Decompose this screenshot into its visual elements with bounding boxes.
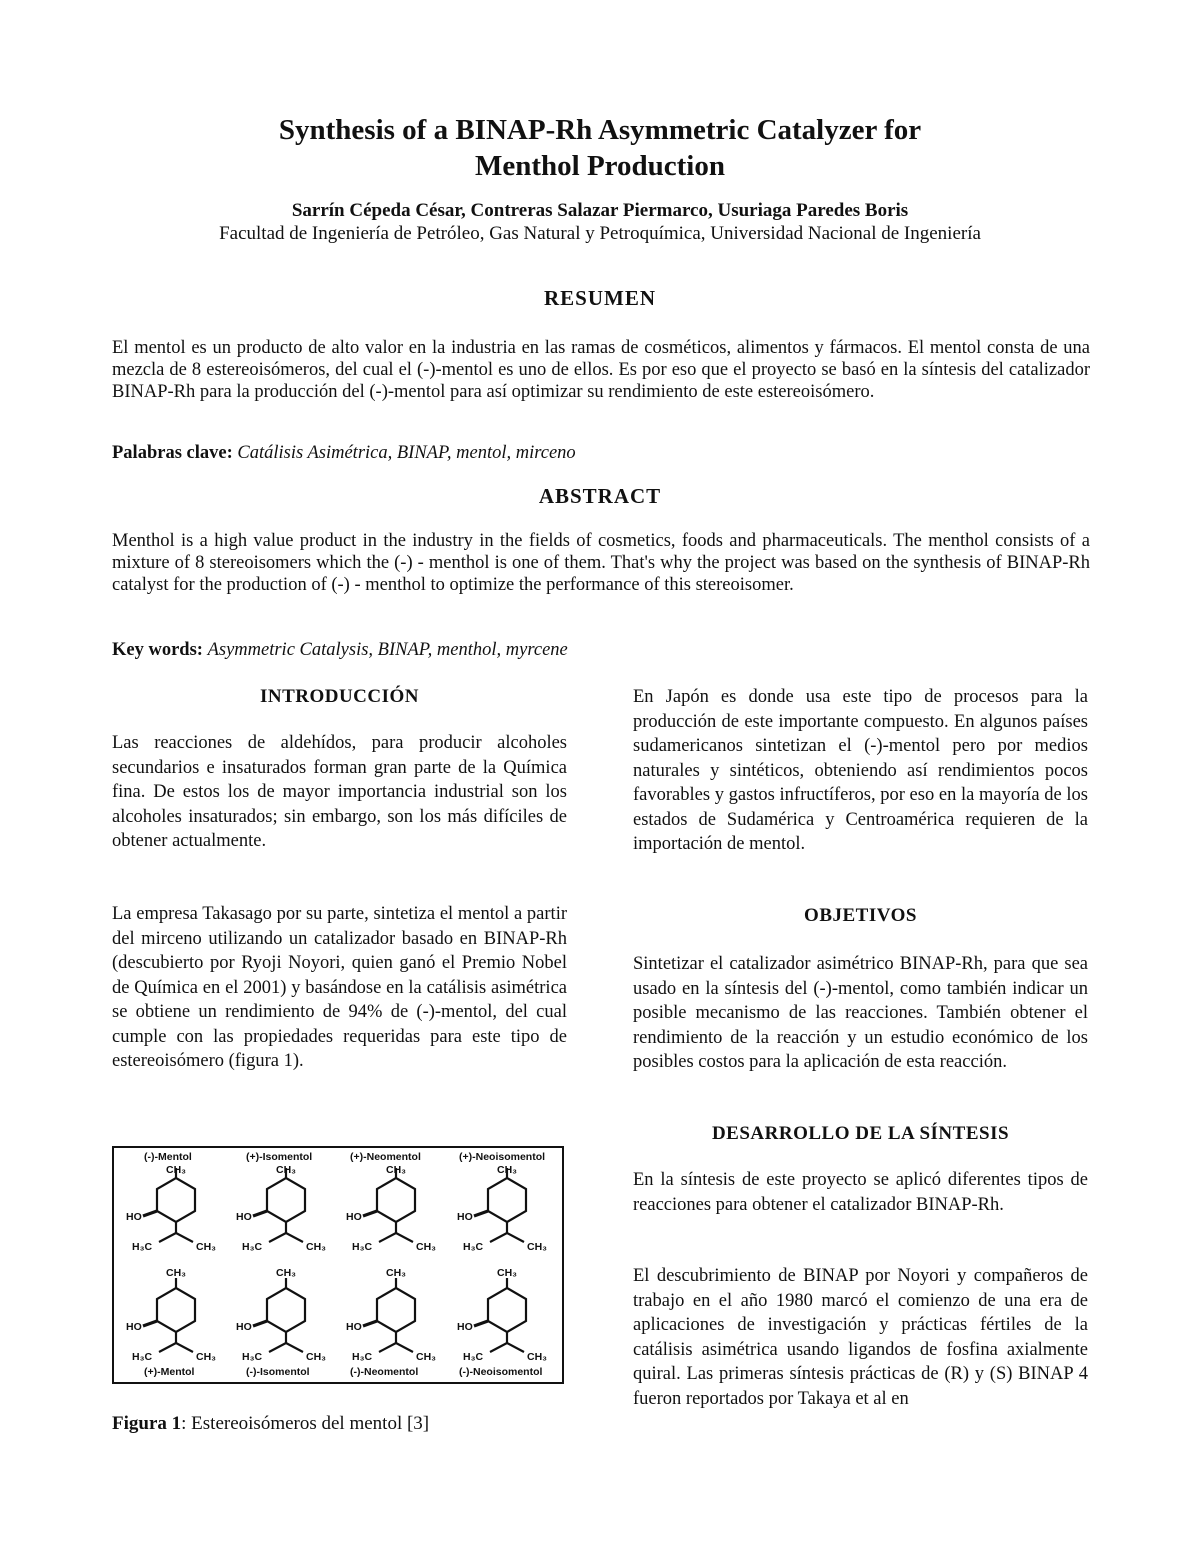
stereoisomer-structures — [114, 1148, 561, 1381]
palabras-clave-values: Catálisis Asimétrica, BINAP, mentol, mirceno — [237, 443, 576, 463]
molecule — [474, 1168, 526, 1242]
atom-label: CH₃ — [166, 1164, 187, 1176]
molecule — [253, 1278, 305, 1352]
atom-label: H₃C — [463, 1351, 484, 1363]
atom-label: H₃C — [463, 1241, 484, 1253]
intro-heading: INTRODUCCIÓN — [259, 686, 420, 707]
molecule — [363, 1168, 415, 1242]
atom-label: HO — [346, 1211, 362, 1223]
palabras-clave-label: Palabras clave: — [112, 443, 233, 463]
isomer-label: (+)-Isomentol — [246, 1151, 313, 1163]
atom-label: HO — [236, 1211, 252, 1223]
figure-caption-text: : Estereoisómeros del mentol [3] — [181, 1413, 430, 1434]
desarrollo-paragraph-2: El descubrimiento de BINAP por Noyori y compañeros de trabajo en el año 1980 marcó el comienzo de una era de aplicaciones de investigación y prácticas fértiles de la catálisis asimétrica usando ligandos de fosfina axialmente quiral. Las primeras síntesis prácticas de (R) y (S) BINAP 4 fueron reportados por Takaya et al en — [633, 1266, 1088, 1409]
abstract-heading: ABSTRACT — [538, 484, 662, 508]
atom-label: H₃C — [132, 1241, 153, 1253]
affiliation: Facultad de Ingeniería de Petróleo, Gas Natural y Petroquímica, Universidad Nacional de Ingeniería — [219, 223, 981, 244]
atom-label: CH₃ — [306, 1241, 327, 1253]
molecule — [253, 1168, 305, 1242]
atom-label: CH₃ — [527, 1351, 548, 1363]
molecule — [474, 1278, 526, 1352]
atom-label: CH₃ — [306, 1351, 327, 1363]
figure-caption — [112, 1413, 429, 1435]
isomer-label: (-)-Neoisomentol — [459, 1366, 543, 1378]
molecule — [143, 1168, 195, 1242]
atom-label: CH₃ — [196, 1351, 217, 1363]
atom-label: H₃C — [132, 1351, 153, 1363]
abstract-text: Menthol is a high value product in the industry in the fields of cosmetics, foods and pharmaceuticals. The menthol consists of a mixture of 8 stereoisomers which the (-) - menthol is one of them. That's why the project was based on the synthesis of BINAP-Rh catalyst for the production of (-) - menthol to optimize the performance of this stereoisomer. — [112, 531, 1090, 595]
objetivos-heading: OBJETIVOS — [804, 905, 917, 926]
molecule — [143, 1278, 195, 1352]
isomer-label: (-)-Isomentol — [246, 1366, 310, 1378]
atom-label: H₃C — [352, 1241, 373, 1253]
atom-label: HO — [236, 1321, 252, 1333]
isomer-label: (-)-Mentol — [144, 1151, 192, 1163]
intro-paragraph-2: La empresa Takasago por su parte, sintetiza el mentol a partir del mirceno utilizando un catalizador basado en BINAP-Rh (descubierto por Ryoji Noyori, quien ganó el Premio Nobel de Química en el 2001) y basándose en la catálisis asimétrica se obtiene un rendimiento de 94% de (-)-mentol, del cual cumple con las propiedades requeridas para este tipo de estereoisómero (figura 1). — [112, 904, 567, 1071]
atom-label: HO — [457, 1321, 473, 1333]
atom-label: HO — [126, 1211, 142, 1223]
objetivos-text: Sintetizar el catalizador asimétrico BINAP-Rh, para que sea usado en la síntesis del (-)-mentol, como también indicar un posible mecanismo de las reacciones. También obtener el rendimiento de la reacción y un estudio económico de los posibles costos para la aplicación de esta reacción. — [633, 954, 1088, 1072]
molecule — [363, 1278, 415, 1352]
key-words-label: Key words: — [112, 640, 203, 660]
atom-label: H₃C — [352, 1351, 373, 1363]
atom-label: CH₃ — [527, 1241, 548, 1253]
atom-label: HO — [346, 1321, 362, 1333]
palabras-clave — [112, 443, 576, 464]
menthol-stereoisomers-figure — [112, 1146, 564, 1384]
atom-label: CH₃ — [196, 1241, 217, 1253]
intro-paragraph-1: Las reacciones de aldehídos, para producir alcoholes secundarios e insaturados forman gran parte de la Química fina. De estos los de mayor importancia industrial son los alcoholes insaturados; sin embargo, son los más difíciles de obtener actualmente. — [112, 733, 567, 851]
resumen-text: El mentol es un producto de alto valor en la industria en las ramas de cosméticos, alimentos y fármacos. El mentol consta de una mezcla de 8 estereoisómeros, del cual el (-)-mentol es uno de ellos. Es por eso que el proyecto se basó en la síntesis del catalizador BINAP-Rh para la producción del (-)-mentol para así optimizar su rendimiento de este estereoisómero. — [112, 338, 1090, 402]
atom-label: CH₃ — [276, 1267, 297, 1279]
figure-caption-label: Figura 1 — [112, 1413, 182, 1434]
atom-label: CH₃ — [386, 1164, 407, 1176]
atom-label: HO — [126, 1321, 142, 1333]
atom-label: CH₃ — [497, 1267, 518, 1279]
atom-label: CH₃ — [276, 1164, 297, 1176]
isomer-label: (+)-Mentol — [144, 1366, 195, 1378]
key-words — [112, 640, 568, 661]
atom-label: CH₃ — [166, 1267, 187, 1279]
atom-label: H₃C — [242, 1351, 263, 1363]
atom-label: CH₃ — [416, 1241, 437, 1253]
isomer-label: (+)-Neoisomentol — [459, 1151, 546, 1163]
atom-label: CH₃ — [386, 1267, 407, 1279]
isomer-label: (-)-Neomentol — [350, 1366, 419, 1378]
atom-label: HO — [457, 1211, 473, 1223]
atom-label: CH₃ — [497, 1164, 518, 1176]
resumen-heading: RESUMEN — [543, 286, 656, 310]
isomer-label: (+)-Neomentol — [350, 1151, 421, 1163]
key-words-values: Asymmetric Catalysis, BINAP, menthol, myrcene — [207, 640, 568, 660]
right-paragraph-0: En Japón es donde usa este tipo de procesos para la producción de este importante compuesto. En algunos países sudamericanos sintetizan el (-)-mentol pero por medios naturales y sintéticos, obteniendo así rendimientos pocos favorables y gastos infructíferos, por eso en la mayoría de los estados de Sudamérica y Centroamérica requieren de la importación de mentol. — [633, 687, 1088, 854]
desarrollo-heading: DESARROLLO DE LA SÍNTESIS — [711, 1123, 1010, 1144]
authors: Sarrín Cépeda César, Contreras Salazar Piermarco, Usuriaga Paredes Boris — [291, 200, 909, 221]
atom-label: H₃C — [242, 1241, 263, 1253]
paper-title: Synthesis of a BINAP-Rh Asymmetric Catalyzer for Menthol Production — [278, 114, 922, 182]
atom-label: CH₃ — [416, 1351, 437, 1363]
desarrollo-paragraph-1: En la síntesis de este proyecto se aplicó diferentes tipos de reacciones para obtener el catalizador BINAP-Rh. — [633, 1170, 1088, 1215]
